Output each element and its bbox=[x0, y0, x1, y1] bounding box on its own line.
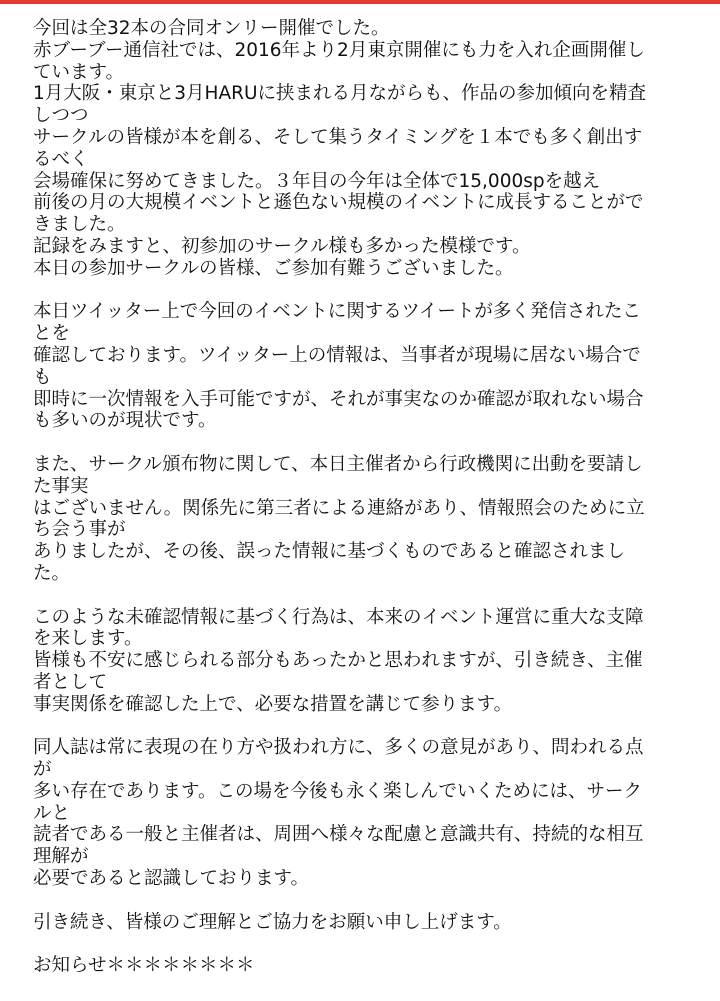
text-line: 前後の月の大規模イベントと遜色ない規模のイベントに成長することがで bbox=[33, 192, 644, 214]
text-line: が bbox=[33, 759, 52, 781]
paragraph-gap bbox=[33, 585, 693, 607]
paragraph-notice-heading bbox=[33, 955, 693, 977]
text-line: た事実 bbox=[33, 475, 89, 497]
text-line: るべく bbox=[33, 148, 89, 170]
text-line: を来します。 bbox=[33, 628, 143, 650]
notice-heading: お知らせ＊＊＊＊＊＊＊＊ bbox=[33, 955, 255, 977]
text-line: ルと bbox=[33, 802, 71, 824]
paragraph-twitter-notice bbox=[33, 301, 693, 432]
text-line: しつつ bbox=[33, 105, 89, 127]
text-line: 多い存在であります。この場を今後も永く楽しんでいくためには、サーク bbox=[33, 780, 643, 802]
document-body bbox=[33, 18, 693, 977]
paragraph-gap bbox=[33, 890, 693, 912]
paragraph-gap bbox=[33, 280, 693, 302]
text-line: 理解が bbox=[33, 846, 89, 868]
text-line: きました。 bbox=[33, 214, 126, 236]
text-line: ありましたが、その後、誤った情報に基づくものであると確認されまし bbox=[33, 541, 626, 563]
paragraph-organizer-response bbox=[33, 607, 693, 716]
text-line: ています。 bbox=[33, 61, 125, 83]
text-line: 赤ブーブー通信社では、2016年より2月東京開催にも力を入れ企画開催し bbox=[33, 39, 645, 61]
text-line: 引き続き、皆様のご理解とご協力をお願い申し上げます。 bbox=[33, 911, 512, 933]
text-line: 即時に一次情報を入手可能ですが、それが事実なのか確認が取れない場合 bbox=[33, 388, 644, 410]
text-line: 本日の参加サークルの皆様、ご参加有難うございました。 bbox=[33, 257, 514, 279]
text-line: 会場確保に努めてきました。３年目の今年は全体で15,000spを越え bbox=[33, 170, 601, 192]
paragraph-closing-request bbox=[33, 912, 693, 934]
text-line: 本日ツイッター上で今回のイベントに関するツイートが多く発信されたこ bbox=[33, 301, 641, 323]
text-line: 皆様も不安に感じられる部分もあったかと思われますが、引き続き、主催 bbox=[33, 650, 643, 672]
paragraph-doujinshi-awareness bbox=[33, 737, 693, 890]
paragraph-gap bbox=[33, 933, 693, 955]
text-line: 1月大阪・東京と3月HARUに挟まれる月ながらも、作品の参加傾向を精査 bbox=[33, 83, 647, 105]
text-line: 記録をみますと、初参加のサークル様も多かった模様です。 bbox=[33, 235, 531, 257]
text-line: も多いのが現状です。 bbox=[33, 410, 217, 432]
text-line: も bbox=[33, 366, 52, 388]
paragraph-event-summary bbox=[33, 18, 693, 280]
text-line: 者として bbox=[33, 671, 108, 693]
text-line: とを bbox=[33, 323, 71, 345]
text-line: 今回は全32本の合同オンリー開催でした。 bbox=[33, 18, 390, 39]
text-line: ち会う事が bbox=[33, 519, 126, 541]
text-line: 確認しております。ツイッター上の情報は、当事者が現場に居ない場合で bbox=[33, 344, 641, 366]
text-line: 必要であると認識しております。 bbox=[33, 868, 310, 890]
text-line: た。 bbox=[33, 562, 71, 584]
text-line: 同人誌は常に表現の在り方や扱われ方に、多くの意見があり、問われる点 bbox=[33, 737, 644, 759]
text-line: はございません。関係先に第三者による連絡があり、情報照会のために立 bbox=[33, 497, 645, 519]
paragraph-fact-statement bbox=[33, 454, 693, 585]
text-line: また、サークル頒布物に関して、本日主催者から行政機関に出動を要請し bbox=[33, 453, 643, 475]
text-line: サークルの皆様が本を創る、そして集うタイミングを１本でも多く創出す bbox=[33, 126, 643, 148]
text-line: 読者である一般と主催者は、周囲へ様々な配慮と意識共有、持続的な相互 bbox=[33, 824, 644, 846]
top-accent-bar bbox=[0, 0, 720, 4]
paragraph-gap bbox=[33, 716, 693, 738]
text-line: このような未確認情報に基づく行為は、本来のイベント運営に重大な支障 bbox=[33, 606, 644, 628]
text-line: 事実関係を確認した上で、必要な措置を講じて参ります。 bbox=[33, 693, 513, 715]
paragraph-gap bbox=[33, 432, 693, 454]
